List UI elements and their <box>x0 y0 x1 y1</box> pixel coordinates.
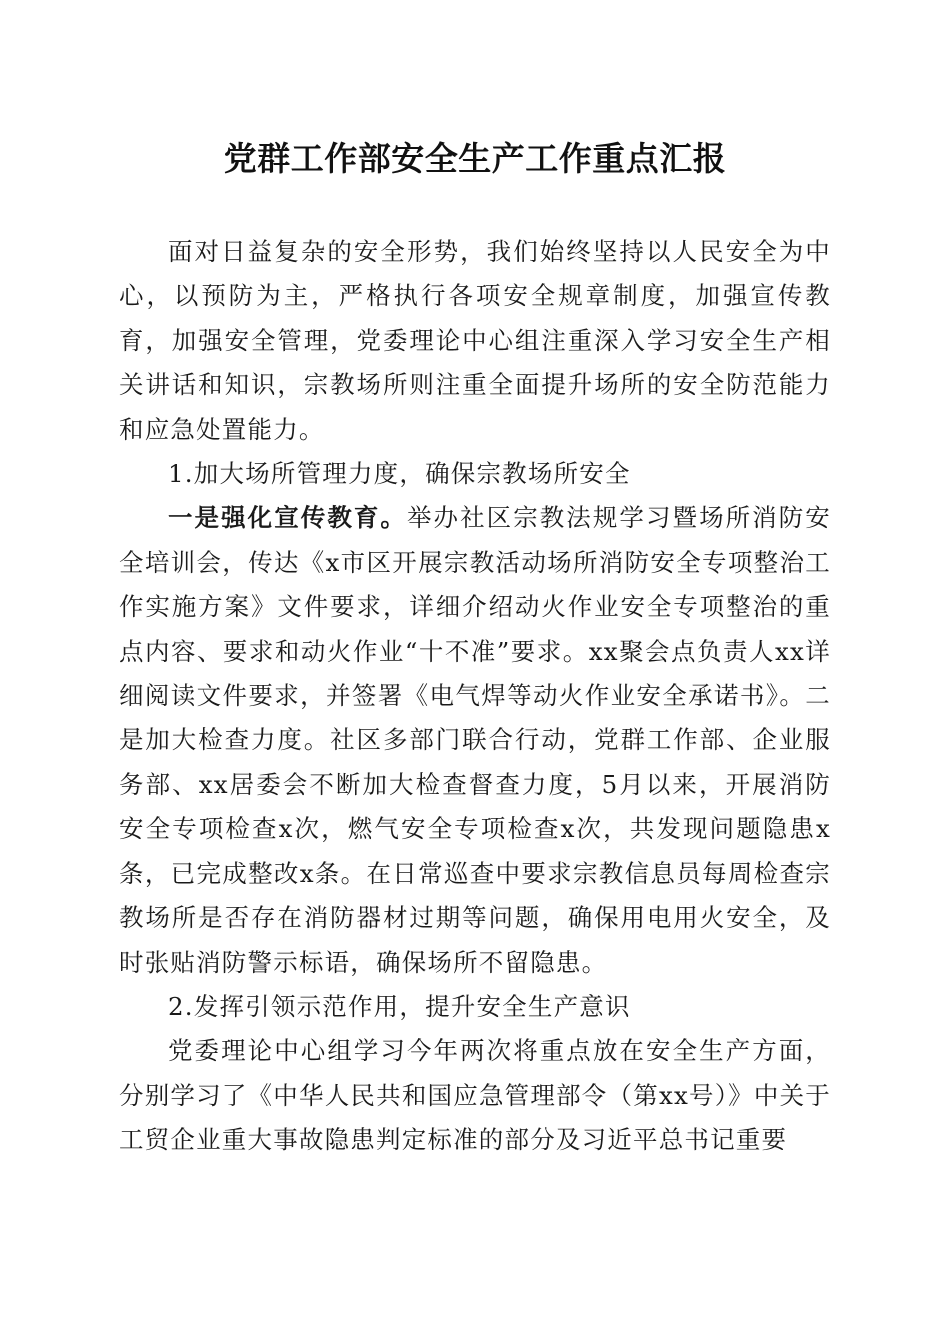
document-body <box>119 230 831 1163</box>
intro-paragraph: 面对日益复杂的安全形势，我们始终坚持以人民安全为中心，以预防为主，严格执行各项安全规章制度，加强宣传教育，加强安全管理，党委理论中心组注重深入学习安全生产相关讲话和知识，宗教场所则注重全面提升场所的安全防范能力和应急处置能力。 <box>119 237 831 444</box>
section-1-heading: 1.加大场所管理力度，确保宗教场所安全 <box>168 459 631 489</box>
section-1-lead: 一是强化宣传教育。 <box>168 503 407 533</box>
section-2-heading: 2.发挥引领示范作用，提升安全生产意识 <box>168 991 631 1021</box>
section-1-paragraph <box>119 496 831 984</box>
document-title: 党群工作部安全生产工作重点汇报 <box>223 139 727 178</box>
section-2-paragraph: 党委理论中心组学习今年两次将重点放在安全生产方面，分别学习了《中华人民共和国应急管理部令（第xx号）》中关于工贸企业重大事故隐患判定标准的部分及习近平总书记重要 <box>119 1036 831 1155</box>
section-1-text: 举办社区宗教法规学习暨场所消防安全培训会，传达《x市区开展宗教活动场所消防安全专项整治工作实施方案》文件要求，详细介绍动火作业安全专项整治的重点内容、要求和动火作业“十不准”要求。xx聚会点负责人xx详细阅读文件要求，并签署《电气焊等动火作业安全承诺书》。二是加大检查力度。社区多部门联合行动，党群工作部、企业服务部、xx居委会不断加大检查督查力度，5月以来，开展消防安全专项检查x次，燃气安全专项检查x次，共发现问题隐患x条，已完成整改x条。在日常巡查中要求宗教信息员每周检查宗教场所是否存在消防器材过期等问题，确保用电用火安全，及时张贴消防警示标语，确保场所不留隐患。 <box>119 503 831 977</box>
